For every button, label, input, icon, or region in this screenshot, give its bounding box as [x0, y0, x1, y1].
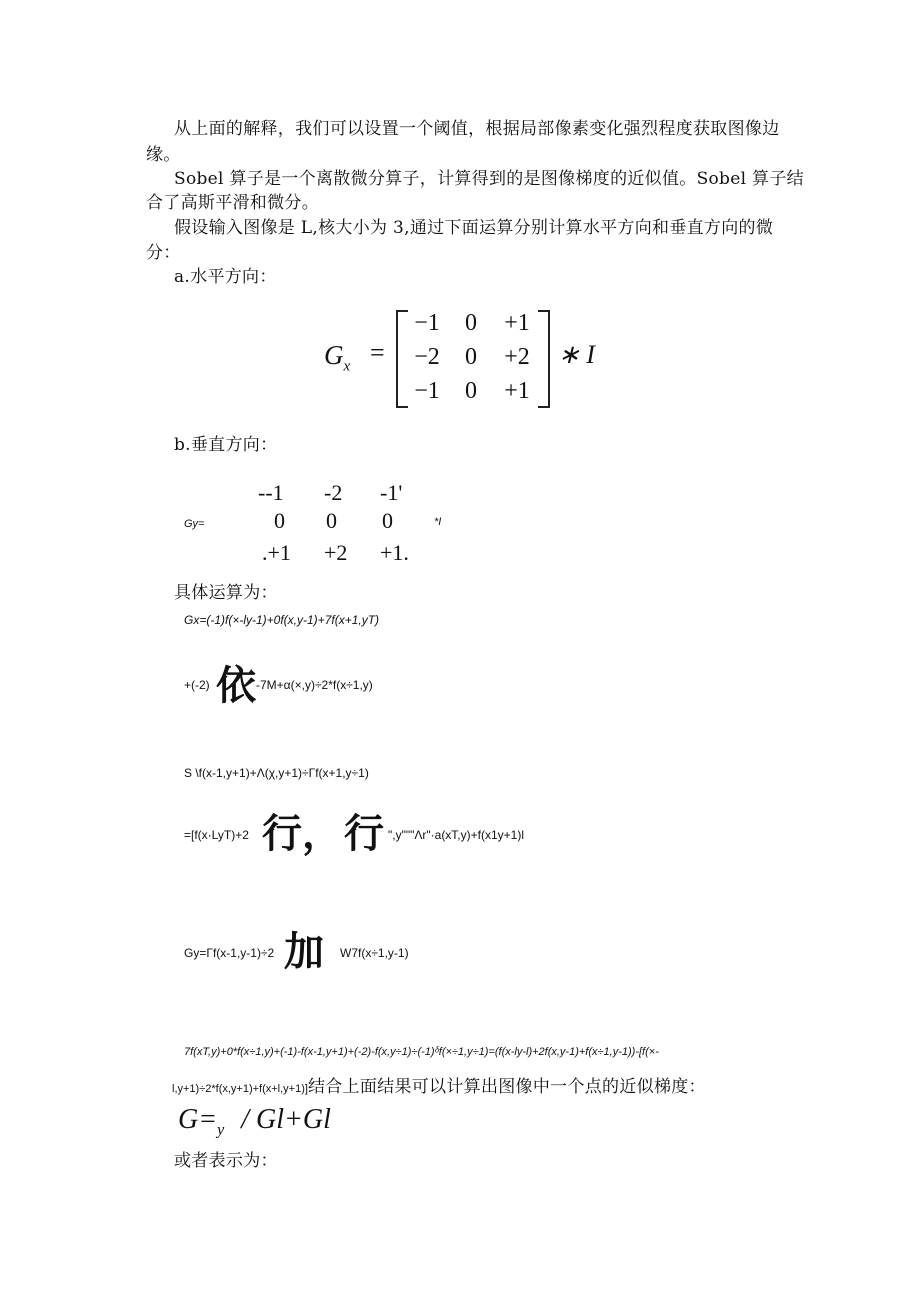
formula-gy-line-1-tail: W7f(x÷1,y-1) — [340, 946, 409, 960]
gx-equals: = — [370, 338, 385, 367]
gx-label: $G_x$ — [324, 340, 351, 375]
calculation-label: 具体运算为： — [174, 583, 278, 603]
gx-cell: −1 — [414, 310, 440, 336]
gy-cell: .+1 — [262, 540, 291, 565]
gx-tail: ∗ I — [558, 340, 595, 369]
ocr-glyph: 行 — [344, 810, 384, 857]
paragraph-1-line-2: 缘。 — [146, 145, 181, 165]
gy-tail: *I — [434, 516, 442, 528]
formula-gx-line-4: =[f(x·LyT)+2 — [184, 828, 249, 842]
formula-gx-line-2-tail: -7M+α(×,y)÷2*f(x÷1,y) — [256, 678, 373, 692]
gx-cell: +1 — [504, 310, 530, 336]
formula-gy-line-2: 7f(xT,y)+0*f(x÷1,y)+(-1)-f(x-1,y+1)+(-2)-f(x,y÷1)÷(-1)ᵟf(×÷1,y÷1)=(f(x-ly-l)+2f(x,y-1)+f(x÷1,y-1))-[f(×- — [184, 1046, 659, 1058]
paragraph-2-line-1: Sobel 算子是一个离散微分算子，计算得到的是图像梯度的近似值。Sobel 算子结 — [174, 169, 804, 189]
gradient-sub: y — [217, 1121, 225, 1139]
gy-cell: 0 — [274, 508, 285, 533]
gradient-formula — [178, 1104, 331, 1140]
gx-cell: +2 — [504, 344, 530, 370]
formula-gx-line-3: S \f(x-1,y+1)+Λ(χ,y+1)÷Γf(x+1,y÷1) — [184, 766, 369, 780]
formula-gx-line-1: Gx=(-1)f(×-ly-1)+0f(x,y-1)+7f(x+1,yT) — [184, 613, 380, 627]
gx-cell: 0 — [465, 378, 477, 404]
gx-cell: −1 — [414, 378, 440, 404]
or-expression-label: 或者表示为： — [174, 1151, 278, 1171]
gy-label: Gy= — [184, 518, 205, 530]
gy-cell: +1. — [380, 540, 409, 565]
paragraph-1-line-1: 从上面的解释，我们可以设置一个阈值，根据局部像素变化强烈程度获取图像边 — [174, 119, 780, 139]
ocr-glyph: 依 — [216, 662, 256, 709]
ocr-glyph: 加 — [284, 928, 324, 975]
gy-cell: 0 — [326, 508, 337, 533]
gy-cell: -1' — [380, 480, 403, 505]
paragraph-3-line-1: 假设输入图像是 L,核大小为 3,通过下面运算分别计算水平方向和垂直方向的微 — [174, 218, 774, 238]
formula-gy-line-1: Gy=Γf(x-1,y-1)÷2 — [184, 946, 275, 960]
paragraph-2-line-2: 合了高斯平滑和微分。 — [146, 193, 319, 213]
gy-cell: +2 — [324, 540, 348, 565]
gy-cell: --1 — [258, 480, 284, 505]
vertical-direction-label: b.垂直方向： — [174, 435, 278, 455]
gx-cell: 0 — [465, 344, 477, 370]
combine-text: 结合上面结果可以计算出图像中一个点的近似梯度： — [307, 1077, 706, 1097]
formula-gy-line-3: l,y+1)÷2*f(x,y+1)+f(x+l,y+1)] — [172, 1083, 308, 1095]
formula-gx-line-4-tail: ",y"""Λr"·a(xT,y)+f(x1y+1)l — [388, 828, 524, 842]
gy-cell: 0 — [382, 508, 393, 533]
gx-cell: 0 — [465, 310, 477, 336]
horizontal-direction-label: a.水平方向： — [174, 267, 277, 287]
gradient-lhs: G= — [178, 1104, 218, 1135]
formula-gy-line-3-row — [172, 1072, 706, 1097]
ocr-glyph: 行， — [262, 810, 342, 857]
gx-cell: −2 — [414, 344, 440, 370]
gx-cell: +1 — [504, 378, 530, 404]
paragraph-3-line-2: 分： — [146, 243, 181, 263]
gy-cell: -2 — [324, 480, 343, 505]
gradient-rhs: / Gl+Gl — [241, 1104, 331, 1135]
formula-gx-line-2 — [184, 678, 210, 692]
formula-text: +(-2) — [184, 678, 210, 692]
gx-matrix-equation — [324, 310, 624, 406]
